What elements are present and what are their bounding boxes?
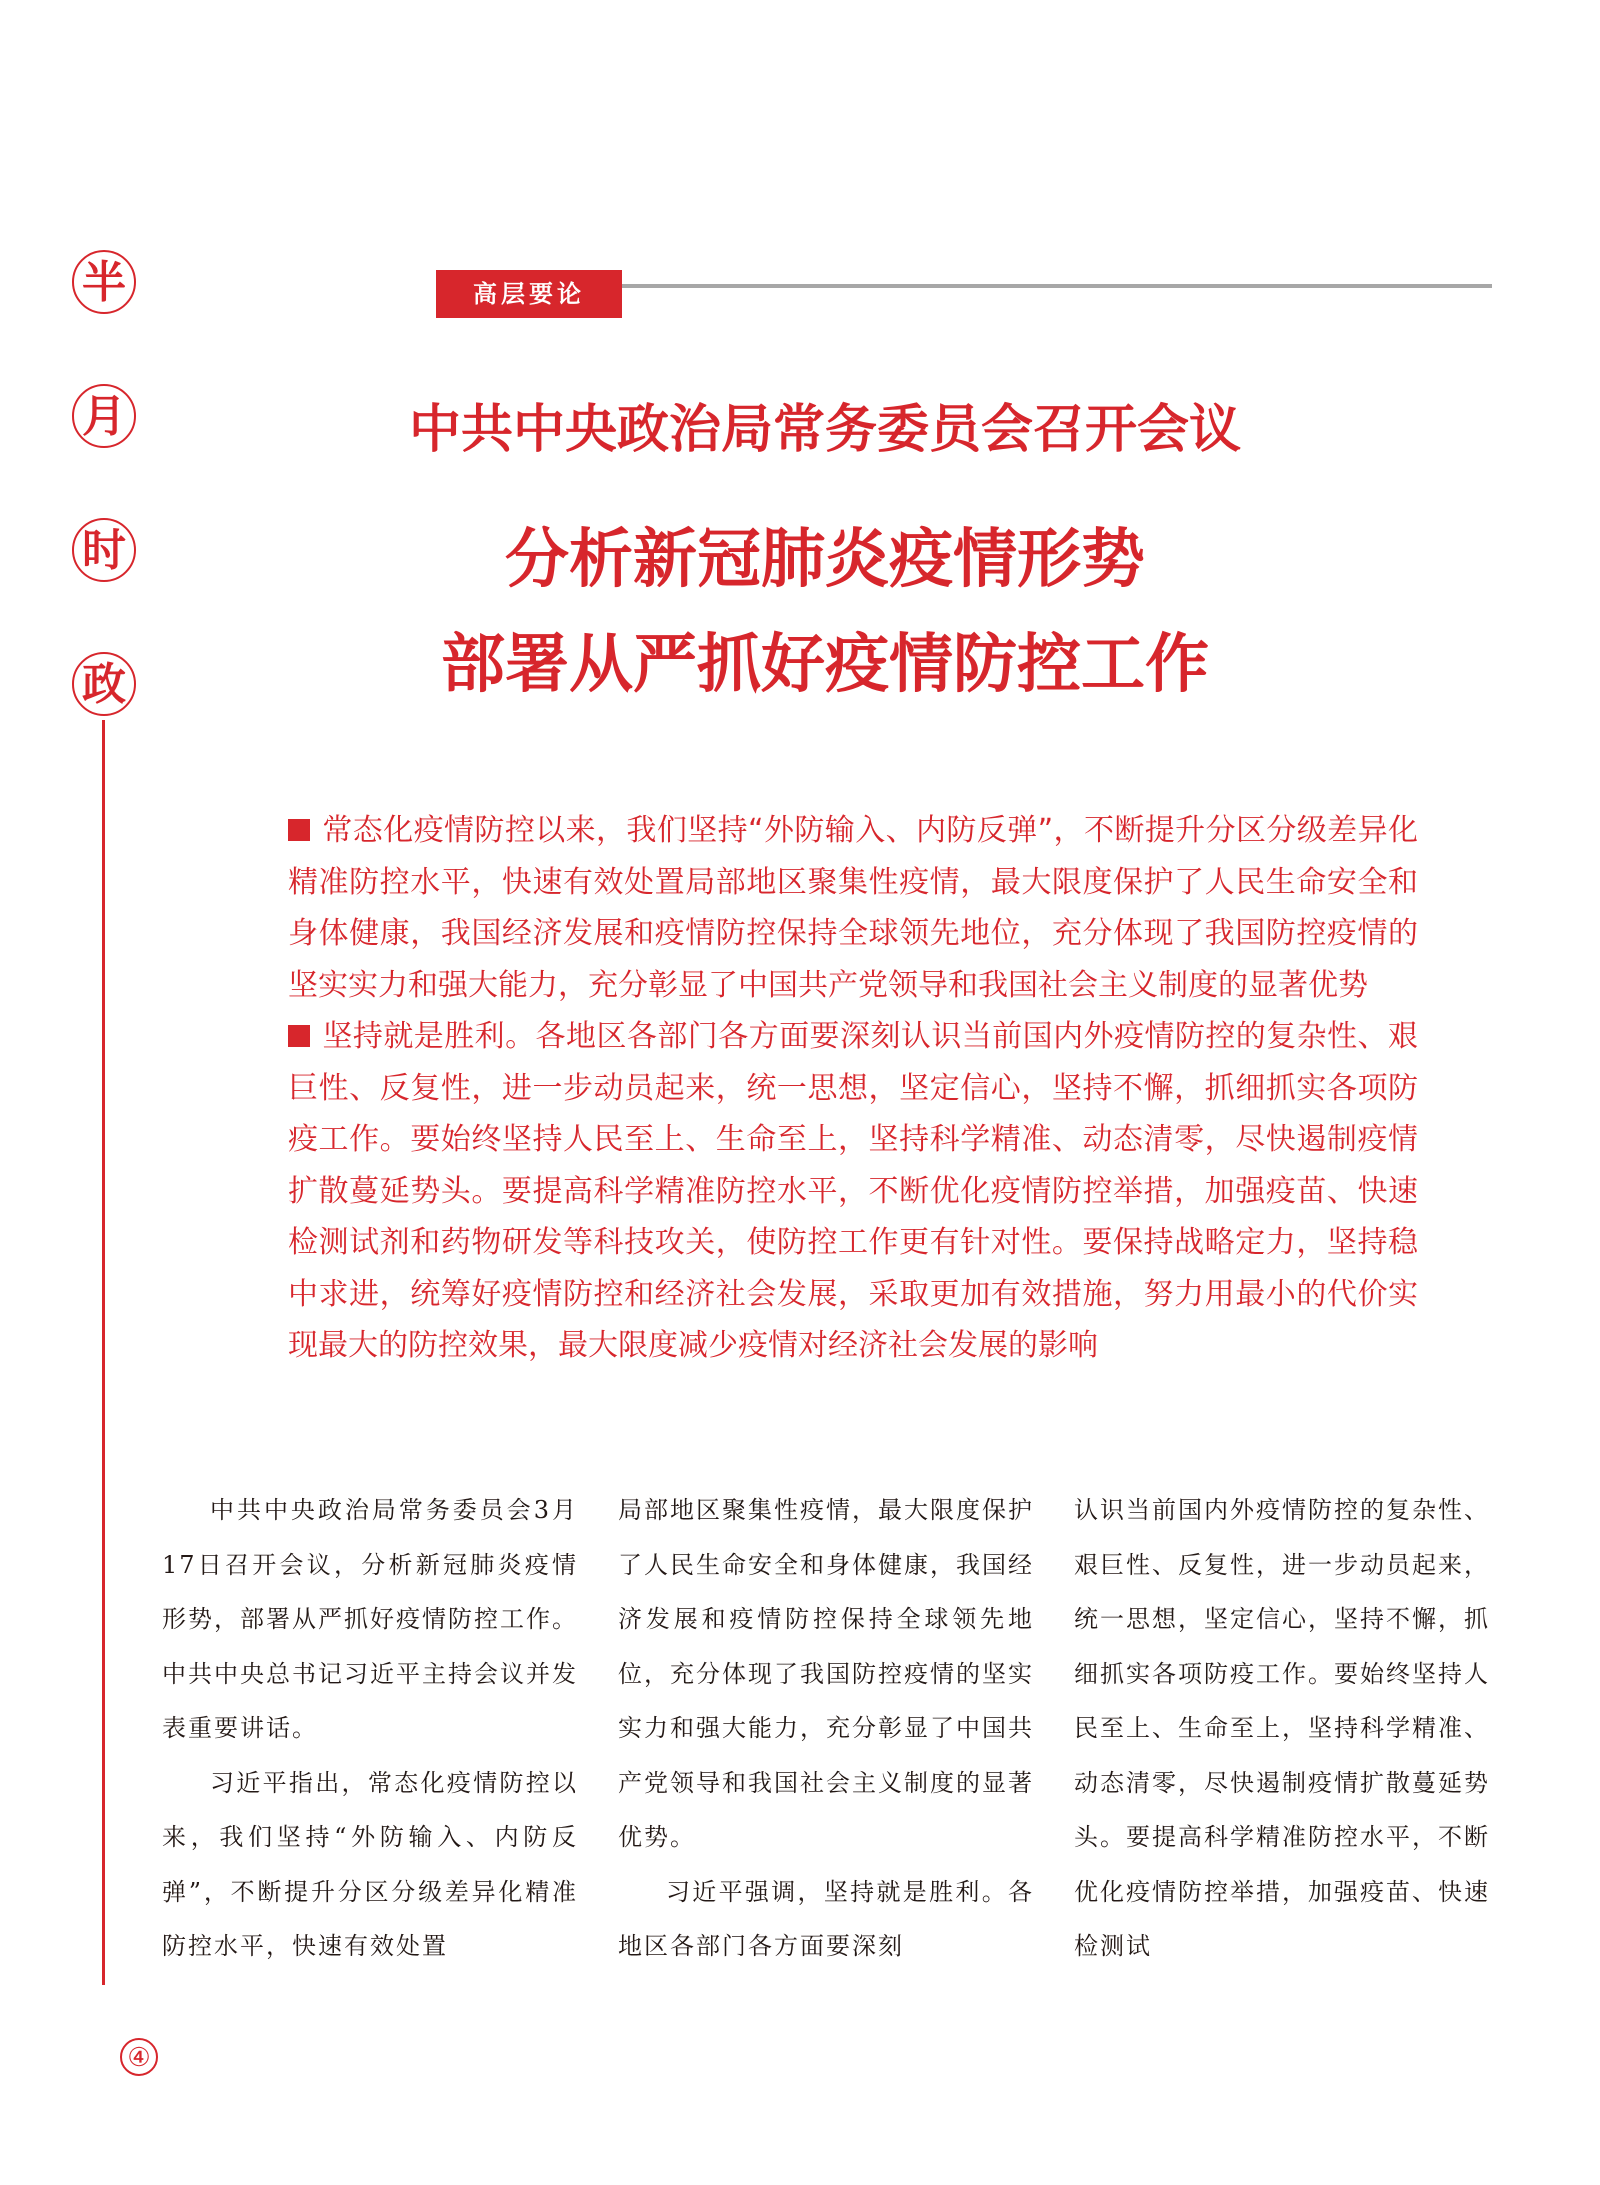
article-body: [162, 1483, 1490, 1983]
body-column-2: [618, 1483, 1034, 1983]
section-tag: 高层要论: [436, 270, 622, 318]
body-paragraph: 局部地区聚集性疫情，最大限度保护了人民生命安全和身体健康，我国经济发展和疫情防控保持全球领先地位，充分体现了我国防控疫情的坚实实力和强大能力，充分彰显了中国共产党领导和我国社会主义制度的显著优势。: [618, 1496, 1034, 1851]
masthead: [72, 250, 138, 786]
summary-paragraph: [288, 1011, 1418, 1372]
headline-kicker: 中共中央政治局常务委员会召开会议: [408, 400, 1241, 460]
body-paragraph: 认识当前国内外疫情防控的复杂性、艰巨性、反复性，进一步动员起来，统一思想，坚定信心，坚持不懈，抓细抓实各项防疫工作。要始终坚持人民至上、生命至上，坚持科学精准、动态清零，尽快遏制疫情扩散蔓延势头。要提高科学精准防控水平，不断优化疫情防控举措，加强疫苗、快速检测试: [1074, 1496, 1490, 1960]
summary-text: 常态化疫情防控以来，我们坚持“外防输入、内防反弹”，不断提升分区分级差异化精准防控水平，快速有效处置局部地区聚集性疫情，最大限度保护了人民生命安全和身体健康，我国经济发展和疫情防控保持全球领先地位，充分体现了我国防控疫情的坚实实力和强大能力，充分彰显了中国共产党领导和我国社会主义制度的显著优势: [288, 813, 1418, 1003]
masthead-char: 时: [72, 518, 136, 582]
summary-block: [288, 805, 1418, 1372]
bullet-square-icon: [288, 1025, 310, 1047]
body-column-1: [162, 1483, 578, 1983]
body-paragraph: 中共中央政治局常务委员会3月17日召开会议，分析新冠肺炎疫情形势，部署从严抓好疫情防控工作。中共中央总书记习近平主持会议并发表重要讲话。: [162, 1496, 578, 1742]
body-paragraph: 习近平指出，常态化疫情防控以来，我们坚持“外防输入、内防反弹”，不断提升分区分级差异化精准防控水平，快速有效处置: [162, 1768, 578, 1960]
body-paragraph: 习近平强调，坚持就是胜利。各地区各部门各方面要深刻: [618, 1877, 1034, 1960]
headline-main-2: 部署从严抓好疫情防控工作: [441, 628, 1209, 702]
masthead-char: 政: [72, 652, 136, 716]
body-column-3: [1074, 1483, 1490, 1983]
masthead-char: 半: [72, 250, 136, 314]
section-rule: [622, 284, 1492, 288]
masthead-char: 月: [72, 384, 136, 448]
page-number: ④: [120, 2038, 158, 2076]
summary-paragraph: [288, 805, 1418, 1011]
masthead-rule: [102, 720, 105, 1985]
bullet-square-icon: [288, 819, 310, 841]
summary-text: 坚持就是胜利。各地区各部门各方面要深刻认识当前国内外疫情防控的复杂性、艰巨性、反复性，进一步动员起来，统一思想，坚定信心，坚持不懈，抓细抓实各项防疫工作。要始终坚持人民至上、生命至上，坚持科学精准、动态清零，尽快遏制疫情扩散蔓延势头。要提高科学精准防控水平，不断优化疫情防控举措，加强疫苗、快速检测试剂和药物研发等科技攻关，使防控工作更有针对性。要保持战略定力，坚持稳中求进，统筹好疫情防控和经济社会发展，采取更加有效措施，努力用最小的代价实现最大的防控效果，最大限度减少疫情对经济社会发展的影响: [288, 1019, 1418, 1363]
headline-main-1: 分析新冠肺炎疫情形势: [505, 523, 1145, 597]
